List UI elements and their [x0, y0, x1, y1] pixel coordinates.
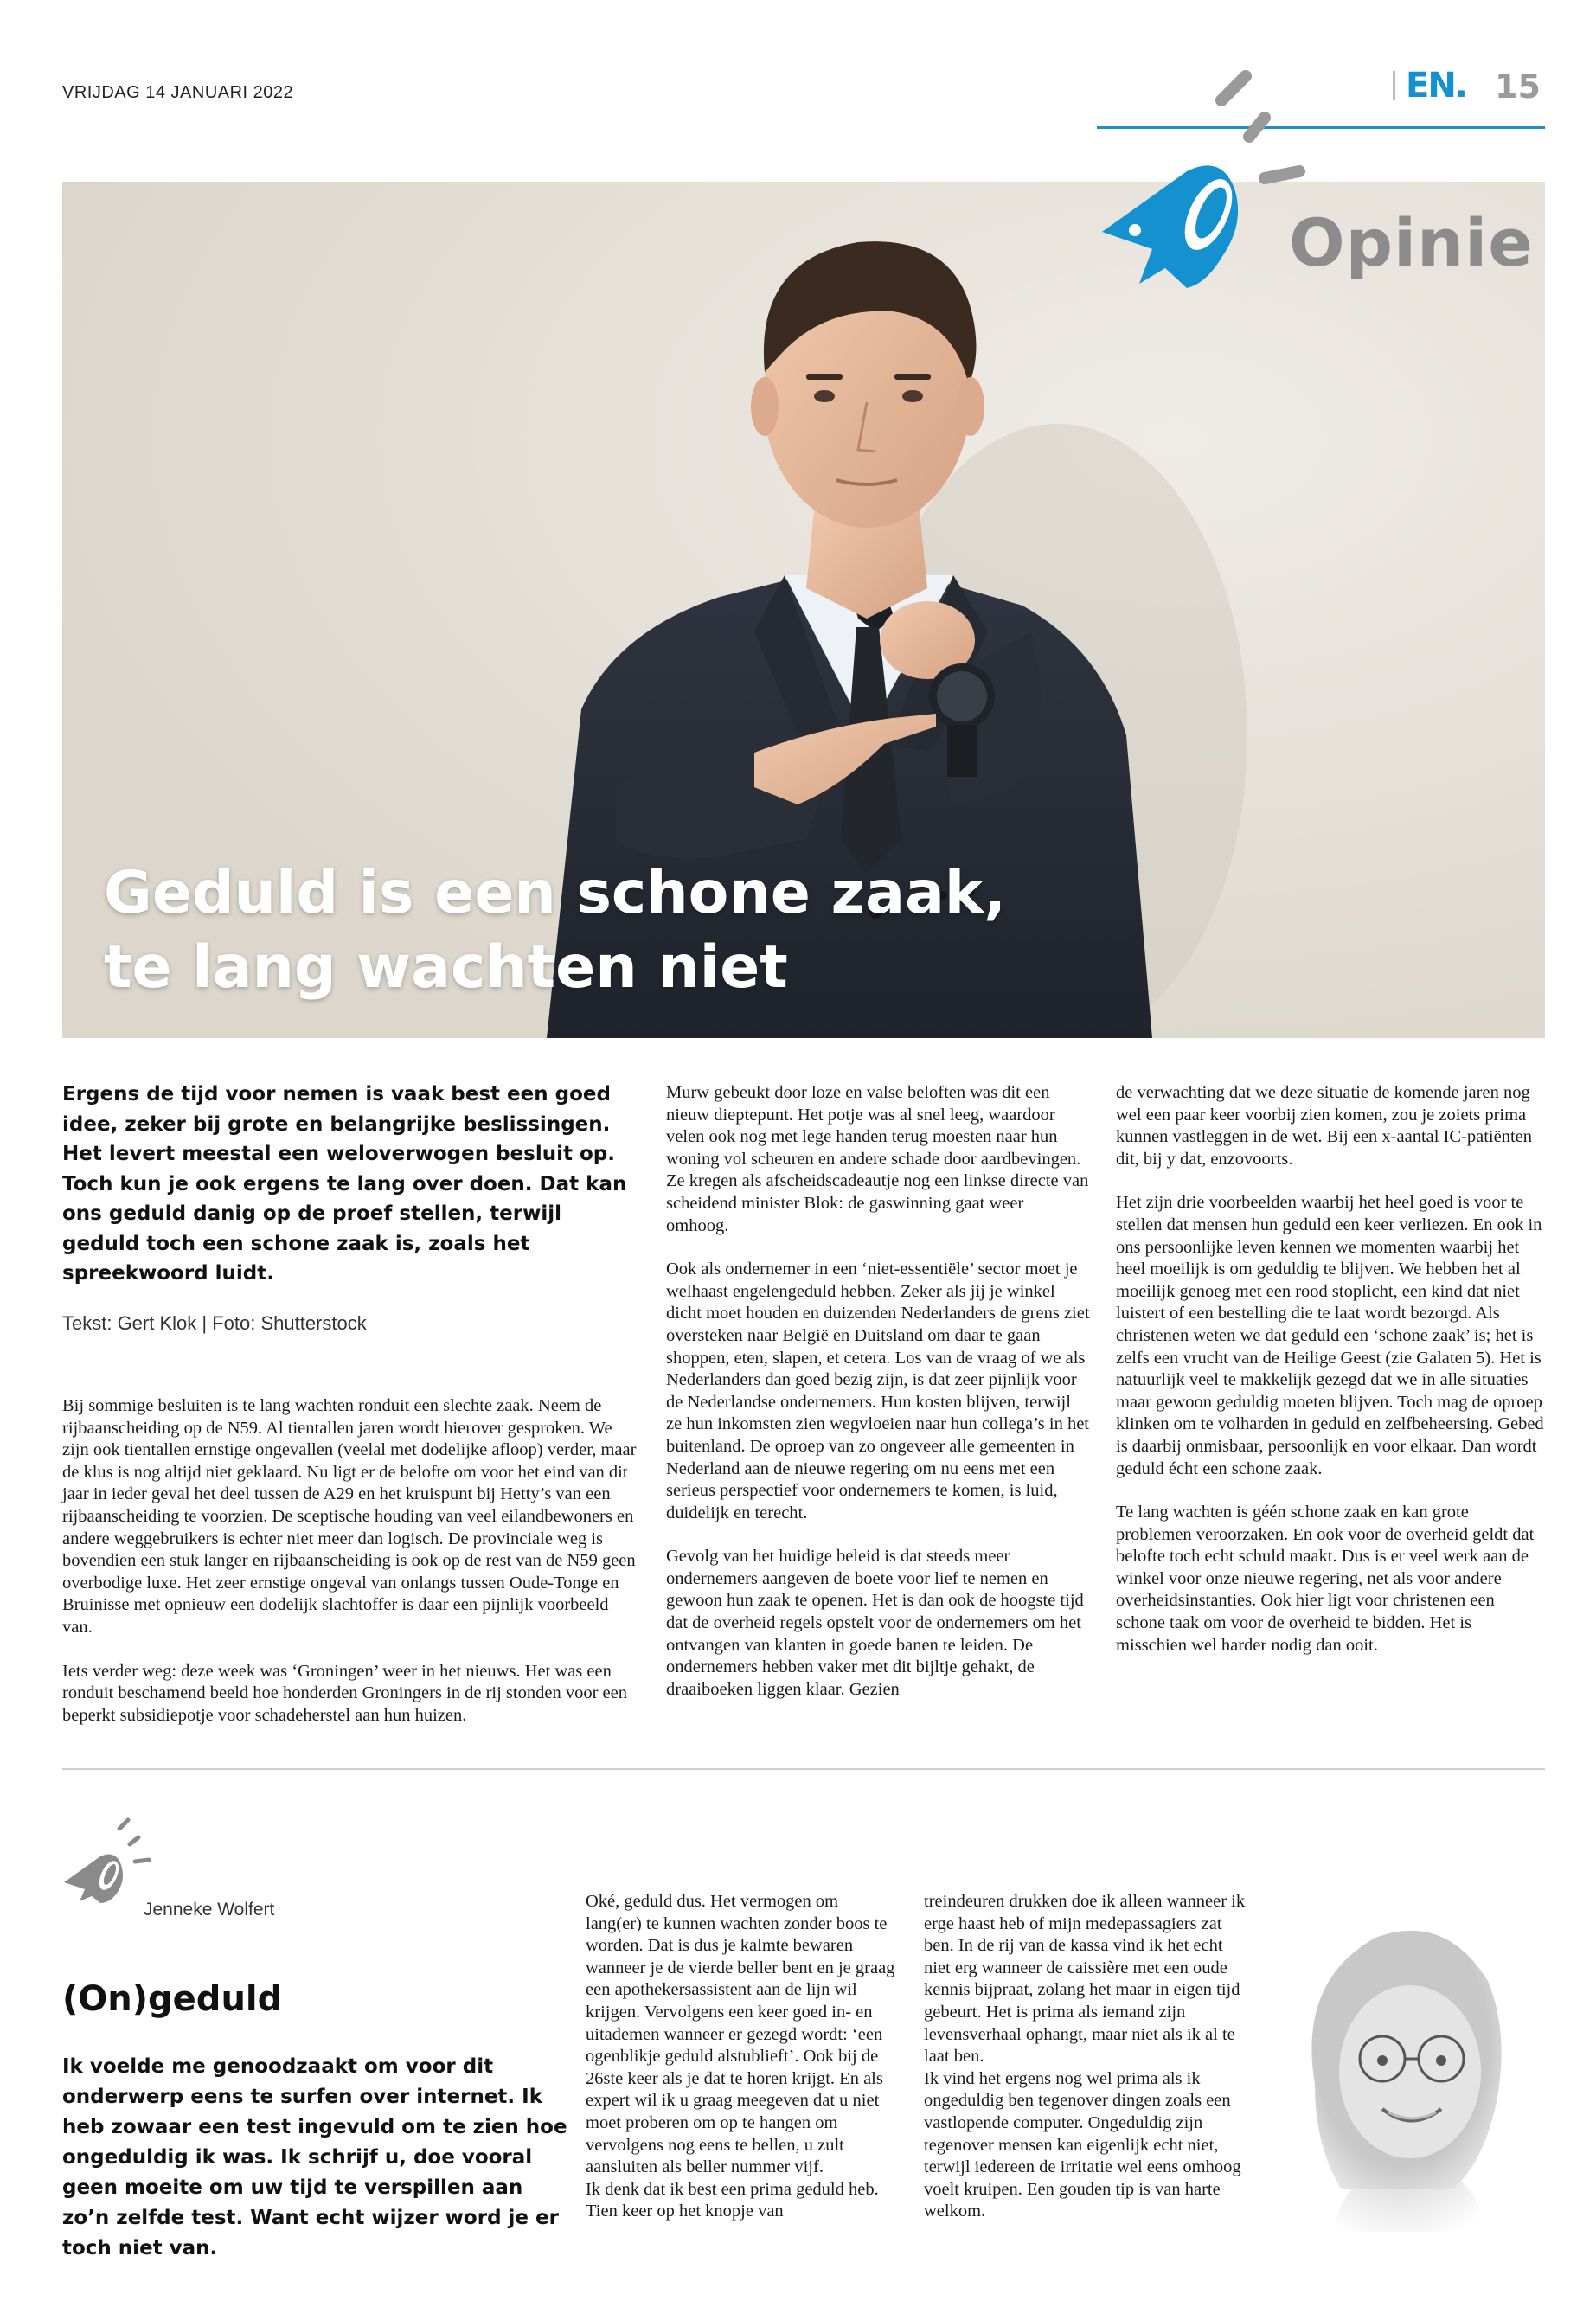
column-author: Jenneke Wolfert: [144, 1900, 275, 1920]
headline-line-2: te lang wachten niet: [104, 933, 788, 1002]
page-date: VRIJDAG 14 JANUARI 2022: [62, 83, 294, 102]
column-megaphone-icon: [59, 1817, 163, 1903]
page-number: 15: [1495, 67, 1541, 106]
article-credit: Tekst: Gert Klok | Foto: Shutterstock: [62, 1312, 367, 1334]
section-divider: [62, 1768, 1545, 1770]
headline-line-1: Geduld is een schone zaak,: [104, 859, 1006, 927]
brand-logo: EN.: [1406, 66, 1466, 106]
paragraph: Ook als ondernemer in een ‘niet-essentiële’ sector moet je welhaast engelengeduld hebben. Zeker als jij je winkel dicht moet houden en duizenden Nederlanders de grens ziet oversteken naar België en Duitsland om daar te gaan shoppen, eten, slapen, et cetera. Los van de vraag of we als Nederlanders dan goed bezig zijn, is dat zeer pijnlijk voor de Nederlandse ondernemers. Hun kosten blijven, terwijl ze hun inkomsten zien wegvloeien naar hun collega’s in het buitenland. De oproep van zo ongeveer alle gemeenten in Nederland aan de nieuwe regering om nu eens met een serieus perspectief voor ondernemers te komen, is luid, duidelijk en terecht.: [666, 1259, 1090, 1522]
paragraph: Ik vind het ergens nog wel prima als ik ongeduldig ben tegenover dingen zoals een vastlopende computer. Ongeduldig zijn tegenover mensen kan eigenlijk echt niet, terwijl iedereen de irritatie wel eens omhoog voelt kruipen. Een gouden tip is van harte welkom.: [924, 2068, 1241, 2221]
paragraph: Gevolg van het huidige beleid is dat steeds meer ondernemers aangeven de boete voor lief te nemen en gewoon hun zaak te openen. Het is dan ook de hoogste tijd dat de overheid regels opstelt voor de ondernemers om het ontvangen van klanten in goede banen te leiden. De ondernemers hebben vaker met dit bijltje gehakt, de draaiboeken liggen klaar. Gezien: [666, 1547, 1084, 1699]
paragraph: Ik denk dat ik best een prima geduld heb. Tien keer op het knopje van: [586, 2179, 879, 2221]
paragraph: de verwachting dat we deze situatie de komende jaren nog wel een paar keer voorbij zien komen, zou je zoiets prima kunnen vastleggen in de wet. Bij een x-aantal IC-patiënten dit, bij y dat, enzovoorts.: [1116, 1083, 1533, 1169]
column-text-1: [586, 1891, 897, 2223]
article-lead: Ergens de tijd voor nemen is vaak best een goed idee, zeker bij grote en belangrijke beslissingen. Het levert meestal een weloverwogen besluit op. Toch kun je ook ergens te lang over doen. Dat kan ons geduld danig op de proef stellen, terwijl geduld toch een schone zaak is, zoals het spreekwoord luidt.: [62, 1083, 627, 1285]
hero-photo: [62, 182, 1545, 1038]
article-column-2: [666, 1082, 1090, 1722]
paragraph: treindeuren drukken doe ik alleen wanneer ik erge haast heb of mijn medepassagiers zat ben. In de rij van de kassa vind ik het echt niet erg wanneer de caissière met een oude kennis bijpraat, zolang het maar in eigen tijd gebeurt. Het is prima als iemand zijn levensverhaal ophangt, maar niet als ik al te laat ben.: [924, 1892, 1246, 2067]
paragraph: Bij sommige besluiten is te lang wachten ronduit een slechte zaak. Neem de rijbaanscheiding op de N59. Al tientallen jaren wordt hierover gesproken. We zijn ook tientallen ernstige ongevallen (veelal met dodelijke afloop) verder, maar de klus is nog altijd niet geklaard. Nu ligt er de belofte om voor het eind van dit jaar in ieder geval het deel tussen de A29 en het kruispunt bij Hetty’s van een rijbaanscheiding te voorzien. De sceptische houding van veel eilandbewoners en andere weggebruikers is echter niet meer dan logisch. De provinciale weg is bovendien een stuk langer en rijbaanscheiding is ook op de rest van de N59 geen overbodige luxe. Het zeer ernstige ongeval van onlangs tussen Oude-Tonge en Bruinisse met opnieuw een dodelijk slachtoffer is daar een pijnlijk voorbeeld van.: [62, 1396, 637, 1637]
column-lead: Ik voelde me genoodzaakt om voor dit onderwerp eens te surfen over internet. Ik heb zowaar een test ingevuld om te zien hoe ongeduldig ik was. Ik schrijf u, doe vooral geen moeite om uw tijd te verspillen aan zo’n zelfde test. Want echt wijzer word je er toch niet van.: [62, 2055, 567, 2259]
paragraph: Oké, geduld dus. Het vermogen om lang(er) te kunnen wachten zonder boos te worden. Dat is dus je kalmte bewaren wanneer je de vierde beller bent en je graag een apothekersassistent aan de lijn wil krijgen. Vervolgens een keer goed in- en uitademen wanneer er gezegd wordt: ‘een ogenblikje geduld alstublieft’. Ook bij de 26ste keer als je dat te horen krijgt. En als expert wil ik u graag meegeven dat u niet moet proberen om op te hangen om vervolgens nog eens te bellen, u zult aansluiten als beller nummer vijf.: [586, 1892, 895, 2177]
paragraph: Het zijn drie voorbeelden waarbij het heel goed is voor te stellen dat mensen hun geduld een keer verliezen. En ook in ons persoonlijke leven kennen we momenten waarbij het heel moeilijk is om geduldig te blijven. We hebben het al moeilijk genoeg met een rood stoplicht, een kind dat niet luistert of een bestelling die te laat wordt bezorgd. Als christenen weten we dat geduld een ‘schone zaak’ is; het is zelfs een vrucht van de Heilige Geest (zie Galaten 5). Het is natuurlijk veel te makkelijk gezegd dat we in alle situaties maar gewoon geduldig moeten blijven. Toch mag de oproep klinken om te volharden in geduld en zelfbeheersing. Gebed is daarbij onmisbaar, persoonlijk en voor elkaar. Dan wordt geduld écht een schone zaak.: [1116, 1193, 1544, 1478]
section-label: Opinie: [1289, 204, 1534, 281]
article-column-3: [1116, 1082, 1545, 1678]
article-headline: [104, 856, 1006, 1005]
paragraph: Te lang wachten is géén schone zaak en kan grote problemen veroorzaken. En ook voor de overheid geldt dat belofte toch echt schuld maakt. Dus is er veel werk aan de winkel voor onze nieuwe regering, net als voor andere overheidsinstanties. Ook hier ligt voor christenen een schone taak om voor de overheid te bidden. Het is misschien wel harder nodig dan ooit.: [1116, 1503, 1535, 1655]
author-portrait: [1280, 1886, 1522, 2232]
column-title: (On)geduld: [62, 1979, 283, 2019]
paragraph: Iets verder weg: deze week was ‘Groningen’ weer in het nieuws. Het was een ronduit beschamend beeld hoe honderden Groningers in de rij stonden voor een beperkt subsidiepotje voor schadeherstel aan hun huizen.: [62, 1661, 627, 1725]
brand-divider: [1393, 71, 1395, 100]
column-text-2: [924, 1891, 1253, 2223]
paragraph: Murw gebeukt door loze en valse beloften was dit een nieuw dieptepunt. Het potje was al snel leeg, waardoor velen ook nog met lege handen terug moesten naar hun woning vol scheuren en andere schade door aardbevingen. Ze kregen als afscheidscadeautje nog een linkse directe van scheidend minister Blok: de gaswinning gaat weer omhoog.: [666, 1083, 1089, 1235]
article-column-1: [62, 1395, 642, 1748]
